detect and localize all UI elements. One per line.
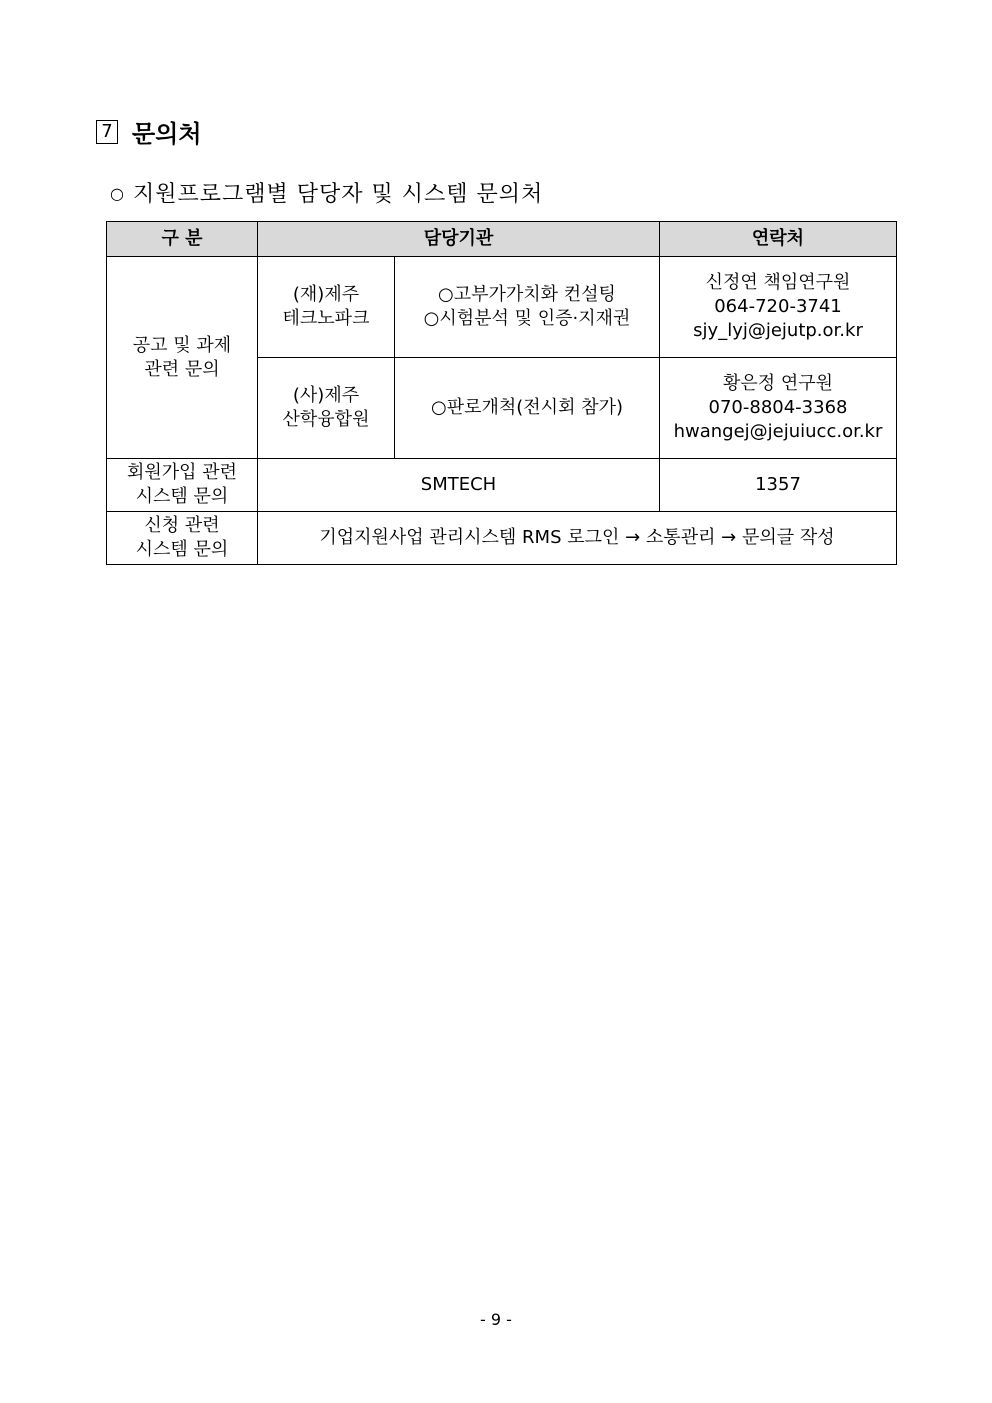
org-name-line1: (사)제주 — [292, 385, 360, 406]
contact-table — [106, 221, 897, 565]
membership-label-line2: 시스템 문의 — [135, 486, 229, 507]
group-label-line1: 공고 및 과제 — [132, 334, 232, 356]
table-header-row — [107, 222, 897, 257]
section-title: 문의처 — [132, 120, 202, 148]
program-cell — [395, 257, 660, 358]
program-cell — [395, 358, 660, 459]
application-label-cell — [107, 512, 258, 565]
contact-phone: 064-720-3741 — [714, 296, 842, 317]
org-name-line2: 테크노파크 — [282, 308, 370, 329]
table-row — [107, 459, 897, 512]
table-row — [107, 257, 897, 358]
membership-label-line1: 회원가입 관련 — [126, 462, 238, 483]
contact-cell — [660, 257, 897, 358]
section-heading — [96, 114, 202, 149]
subheading — [110, 177, 543, 208]
contact-email: sjy_lyj@jejutp.or.kr — [693, 320, 863, 341]
header-category: 구 분 — [107, 222, 258, 257]
program-item: ○판로개척(전시회 참가) — [431, 397, 623, 418]
org-name-line1: (재)제주 — [292, 284, 360, 305]
group-label-line2: 관련 문의 — [144, 358, 220, 380]
application-label-line1: 신청 관련 — [144, 515, 220, 536]
header-organization: 담당기관 — [258, 222, 660, 257]
contact-name: 신정연 책임연구원 — [705, 272, 851, 293]
subheading-text: 지원프로그램별 담당자 및 시스템 문의처 — [132, 182, 544, 207]
membership-label-cell — [107, 459, 258, 512]
application-label-line2: 시스템 문의 — [135, 539, 229, 560]
contact-cell — [660, 358, 897, 459]
table-row — [107, 512, 897, 565]
group-label-cell — [107, 257, 258, 459]
section-number-box: 7 — [96, 120, 118, 144]
org-cell — [258, 358, 395, 459]
application-instructions-cell: 기업지원사업 관리시스템 RMS 로그인 → 소통관리 → 문의글 작성 — [258, 512, 897, 565]
header-contact: 연락처 — [660, 222, 897, 257]
org-name-line2: 산학융합원 — [282, 409, 370, 430]
org-cell — [258, 257, 395, 358]
membership-contact-cell: 1357 — [660, 459, 897, 512]
program-item: ○고부가가치화 컨설팅 — [438, 284, 616, 305]
contact-name: 황은정 연구원 — [722, 373, 834, 394]
contact-email: hwangej@jejuiucc.or.kr — [673, 421, 883, 442]
bullet-icon: ○ — [110, 184, 125, 203]
page-number: - 9 - — [480, 1310, 512, 1329]
program-item: ○시험분석 및 인증·지재권 — [423, 308, 631, 329]
membership-org-cell: SMTECH — [258, 459, 660, 512]
contact-phone: 070-8804-3368 — [708, 397, 848, 418]
